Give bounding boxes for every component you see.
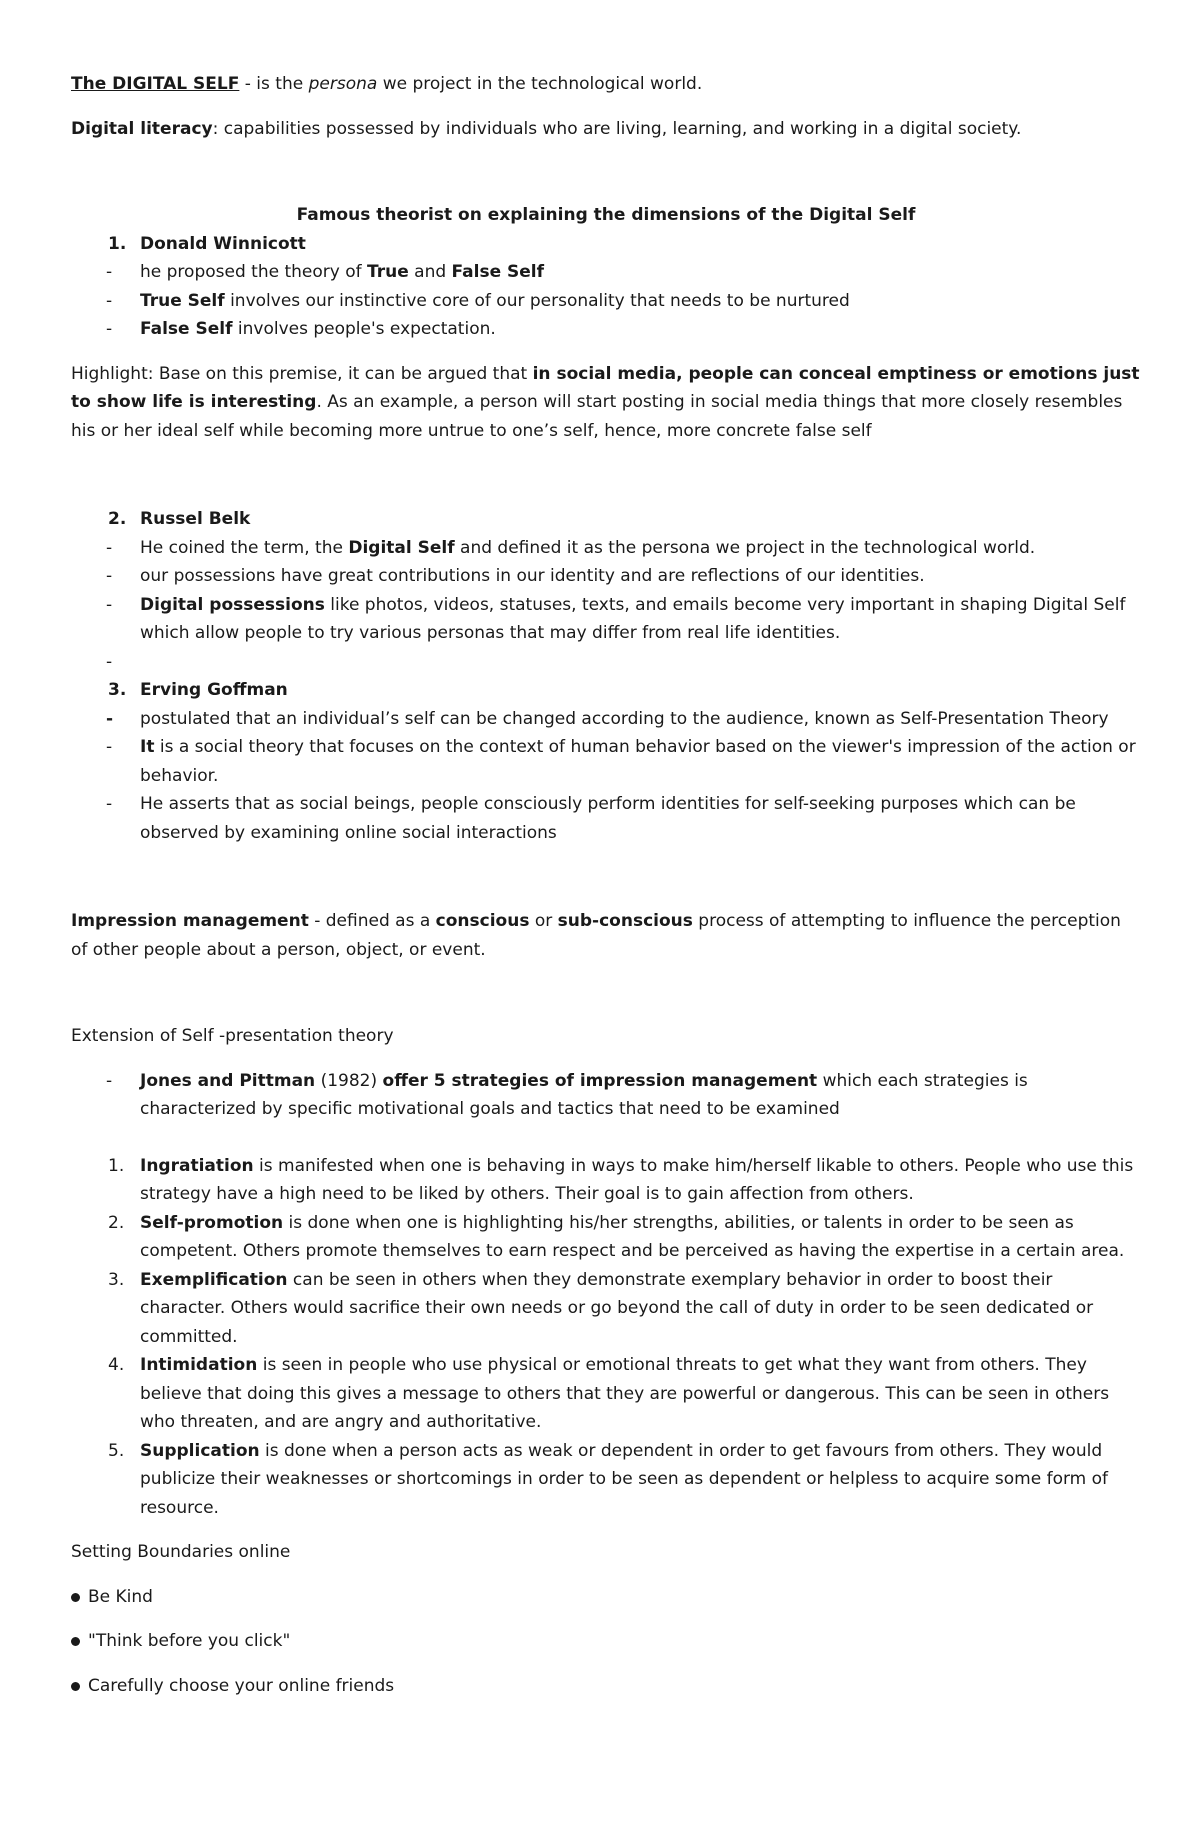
highlight-paragraph [71, 360, 1141, 446]
strategy-text: is seen in people who use physical or emotional threats to get what they want from others. They believe that doing this gives a message to others that they are powerful or dangerous. This can be seen in others who threaten, and are angry and authoritative. [140, 1355, 1110, 1432]
strategy-term: Supplication [140, 1440, 260, 1461]
text: He coined the term, the [140, 537, 349, 558]
strategies-list [71, 1152, 1141, 1523]
item-number: 3. [108, 1269, 125, 1290]
true-self-term: True Self [140, 290, 225, 311]
boundaries-title: Setting Boundaries online [71, 1542, 291, 1562]
strategy-item [71, 1437, 1141, 1523]
strategy-item [71, 1351, 1141, 1437]
item-number: 3. [108, 680, 127, 700]
dash-marker: - [106, 290, 113, 311]
list-item [71, 733, 1141, 790]
strategy-text: is done when a person acts as weak or dependent in order to get favours from others. They would publicize their weaknesses or shortcomings in order to be seen as dependent or helpless to acquire some form of resource. [140, 1440, 1109, 1518]
definition-separator: - is the [239, 74, 309, 94]
digital-self-term: The DIGITAL SELF [71, 74, 240, 94]
text: or [529, 911, 558, 931]
boundary-item [71, 1627, 1141, 1656]
text: He asserts that as social beings, people consciously perform identities for self-seeking purposes which can be observed by examining online social interactions [140, 794, 1076, 843]
text: involves our instinctive core of our personality that needs to be nurtured [224, 290, 850, 311]
false-self-term: False Self [140, 319, 233, 339]
digital-self-definition [71, 70, 1141, 99]
document-page [71, 70, 1141, 1700]
digital-possessions-term: Digital possessions [140, 594, 325, 615]
boundary-text: "Think before you click" [88, 1631, 291, 1651]
digital-literacy-term: Digital literacy [71, 118, 213, 139]
text: like photos, videos, statuses, texts, and emails become very important in shaping Digital Self which allow people to try various personas that may differ from real life identities. [140, 594, 1126, 643]
empty-list-item [71, 648, 1141, 677]
text: (1982) [315, 1070, 383, 1091]
dash-marker: - [106, 737, 113, 757]
dash-marker: - [106, 708, 114, 729]
dash-marker: - [106, 594, 113, 615]
theorist-name: Russel Belk [140, 509, 251, 529]
theorist-goffman [71, 676, 1141, 705]
impression-management-definition [71, 907, 1141, 964]
bullet-icon [71, 1593, 80, 1602]
item-number: 5. [108, 1440, 125, 1461]
theorist-winnicott [71, 230, 1141, 259]
strategy-term: Ingratiation [140, 1155, 254, 1176]
strategy-item [71, 1152, 1141, 1209]
strategy-item [71, 1209, 1141, 1266]
text: process of attempting to influence the perception of other people about a person, object, or event. [71, 911, 1121, 960]
list-item [71, 534, 1141, 563]
item-number: 1. [108, 1155, 125, 1176]
dash-marker: - [106, 794, 113, 814]
strategy-text: can be seen in others when they demonstrate exemplary behavior in order to boost their character. Others would sacrifice their own needs or go beyond the call of duty in order to be seen dedicated or committed. [140, 1269, 1094, 1347]
bullet-icon [71, 1682, 80, 1691]
text: which each strategies is characterized by specific motivational goals and tactics that need to be examined [140, 1070, 1028, 1119]
dash-marker: - [106, 262, 113, 282]
list-item [71, 705, 1141, 734]
conscious-term: conscious [435, 911, 530, 931]
list-item [71, 562, 1141, 591]
true-term: True [367, 262, 409, 282]
strategy-item [71, 1266, 1141, 1352]
definition-text: : capabilities possessed by individuals who are living, learning, and working in a digital society. [212, 118, 1022, 139]
item-number: 4. [108, 1355, 125, 1375]
dash-marker: - [106, 566, 113, 586]
item-number: 1. [108, 233, 127, 254]
list-item [71, 287, 1141, 316]
boundary-item [71, 1583, 1141, 1612]
subconscious-term: sub-conscious [557, 911, 693, 931]
theorist-belk [71, 505, 1141, 534]
list-item [71, 790, 1141, 847]
impression-management-term: Impression management [71, 911, 309, 931]
strategies-bold: offer 5 strategies of impression management [382, 1070, 818, 1091]
boundary-item [71, 1672, 1141, 1701]
jones-pittman-term: Jones and Pittman [140, 1070, 316, 1091]
dash-marker: - [106, 537, 113, 558]
item-number: 2. [108, 1212, 125, 1233]
text: . As an example, a person will start posting in social media things that more closely resembles his or her ideal self while becoming more untrue to one’s self, hence, more concrete false self [71, 392, 1123, 441]
dash-marker: - [106, 651, 113, 672]
text: our possessions have great contributions in our identity and are reflections of our identities. [140, 566, 925, 586]
boundary-text: Be Kind [88, 1586, 153, 1607]
text: postulated that an individual’s self can be changed according to the audience, known as Self-Presentation Theory [140, 708, 1109, 729]
extension-title: Extension of Self -presentation theory [71, 1026, 394, 1046]
list-item [71, 591, 1141, 648]
persona-word: persona [308, 74, 378, 94]
definition-text: we project in the technological world. [377, 74, 703, 94]
text: - defined as a [308, 911, 436, 931]
strategy-text: is manifested when one is behaving in ways to make him/herself likable to others. People who use this strategy have a high need to be liked by others. Their goal is to gain affection from others. [140, 1155, 1134, 1204]
text: and defined it as the persona we project in the technological world. [454, 537, 1036, 558]
strategy-term: Self-promotion [140, 1212, 284, 1233]
list-item [71, 258, 1141, 287]
it-term: It [140, 737, 155, 757]
digital-literacy-definition [71, 115, 1141, 144]
text: and [408, 262, 452, 282]
dash-marker: - [106, 319, 113, 339]
strategy-term: Intimidation [140, 1355, 258, 1375]
strategy-text: is done when one is highlighting his/her strengths, abilities, or talents in order to be seen as competent. Others promote themselves to earn respect and be perceived as having the expertise in a certain area. [140, 1212, 1125, 1261]
item-number: 2. [108, 509, 127, 529]
false-self-term: False Self [451, 262, 545, 282]
dash-marker: - [106, 1070, 113, 1091]
highlight-bold: in social media, people can conceal emptiness or emotions just to show life is interesting [71, 363, 1140, 412]
boundary-text: Carefully choose your online friends [88, 1675, 395, 1696]
text: Highlight: Base on this premise, it can be argued that [71, 363, 533, 384]
strategy-term: Exemplification [140, 1269, 288, 1290]
list-item [71, 1067, 1141, 1124]
bullet-icon [71, 1637, 80, 1646]
digital-self-term: Digital Self [348, 537, 455, 558]
theorist-name: Erving Goffman [140, 680, 288, 700]
section-heading: Famous theorist on explaining the dimensions of the Digital Self [296, 205, 916, 225]
text: he proposed the theory of [140, 262, 367, 282]
text: is a social theory that focuses on the context of human behavior based on the viewer's impression of the action or behavior. [140, 737, 1136, 786]
text: involves people's expectation. [232, 319, 496, 339]
list-item [71, 315, 1141, 344]
theorist-name: Donald Winnicott [140, 233, 306, 254]
